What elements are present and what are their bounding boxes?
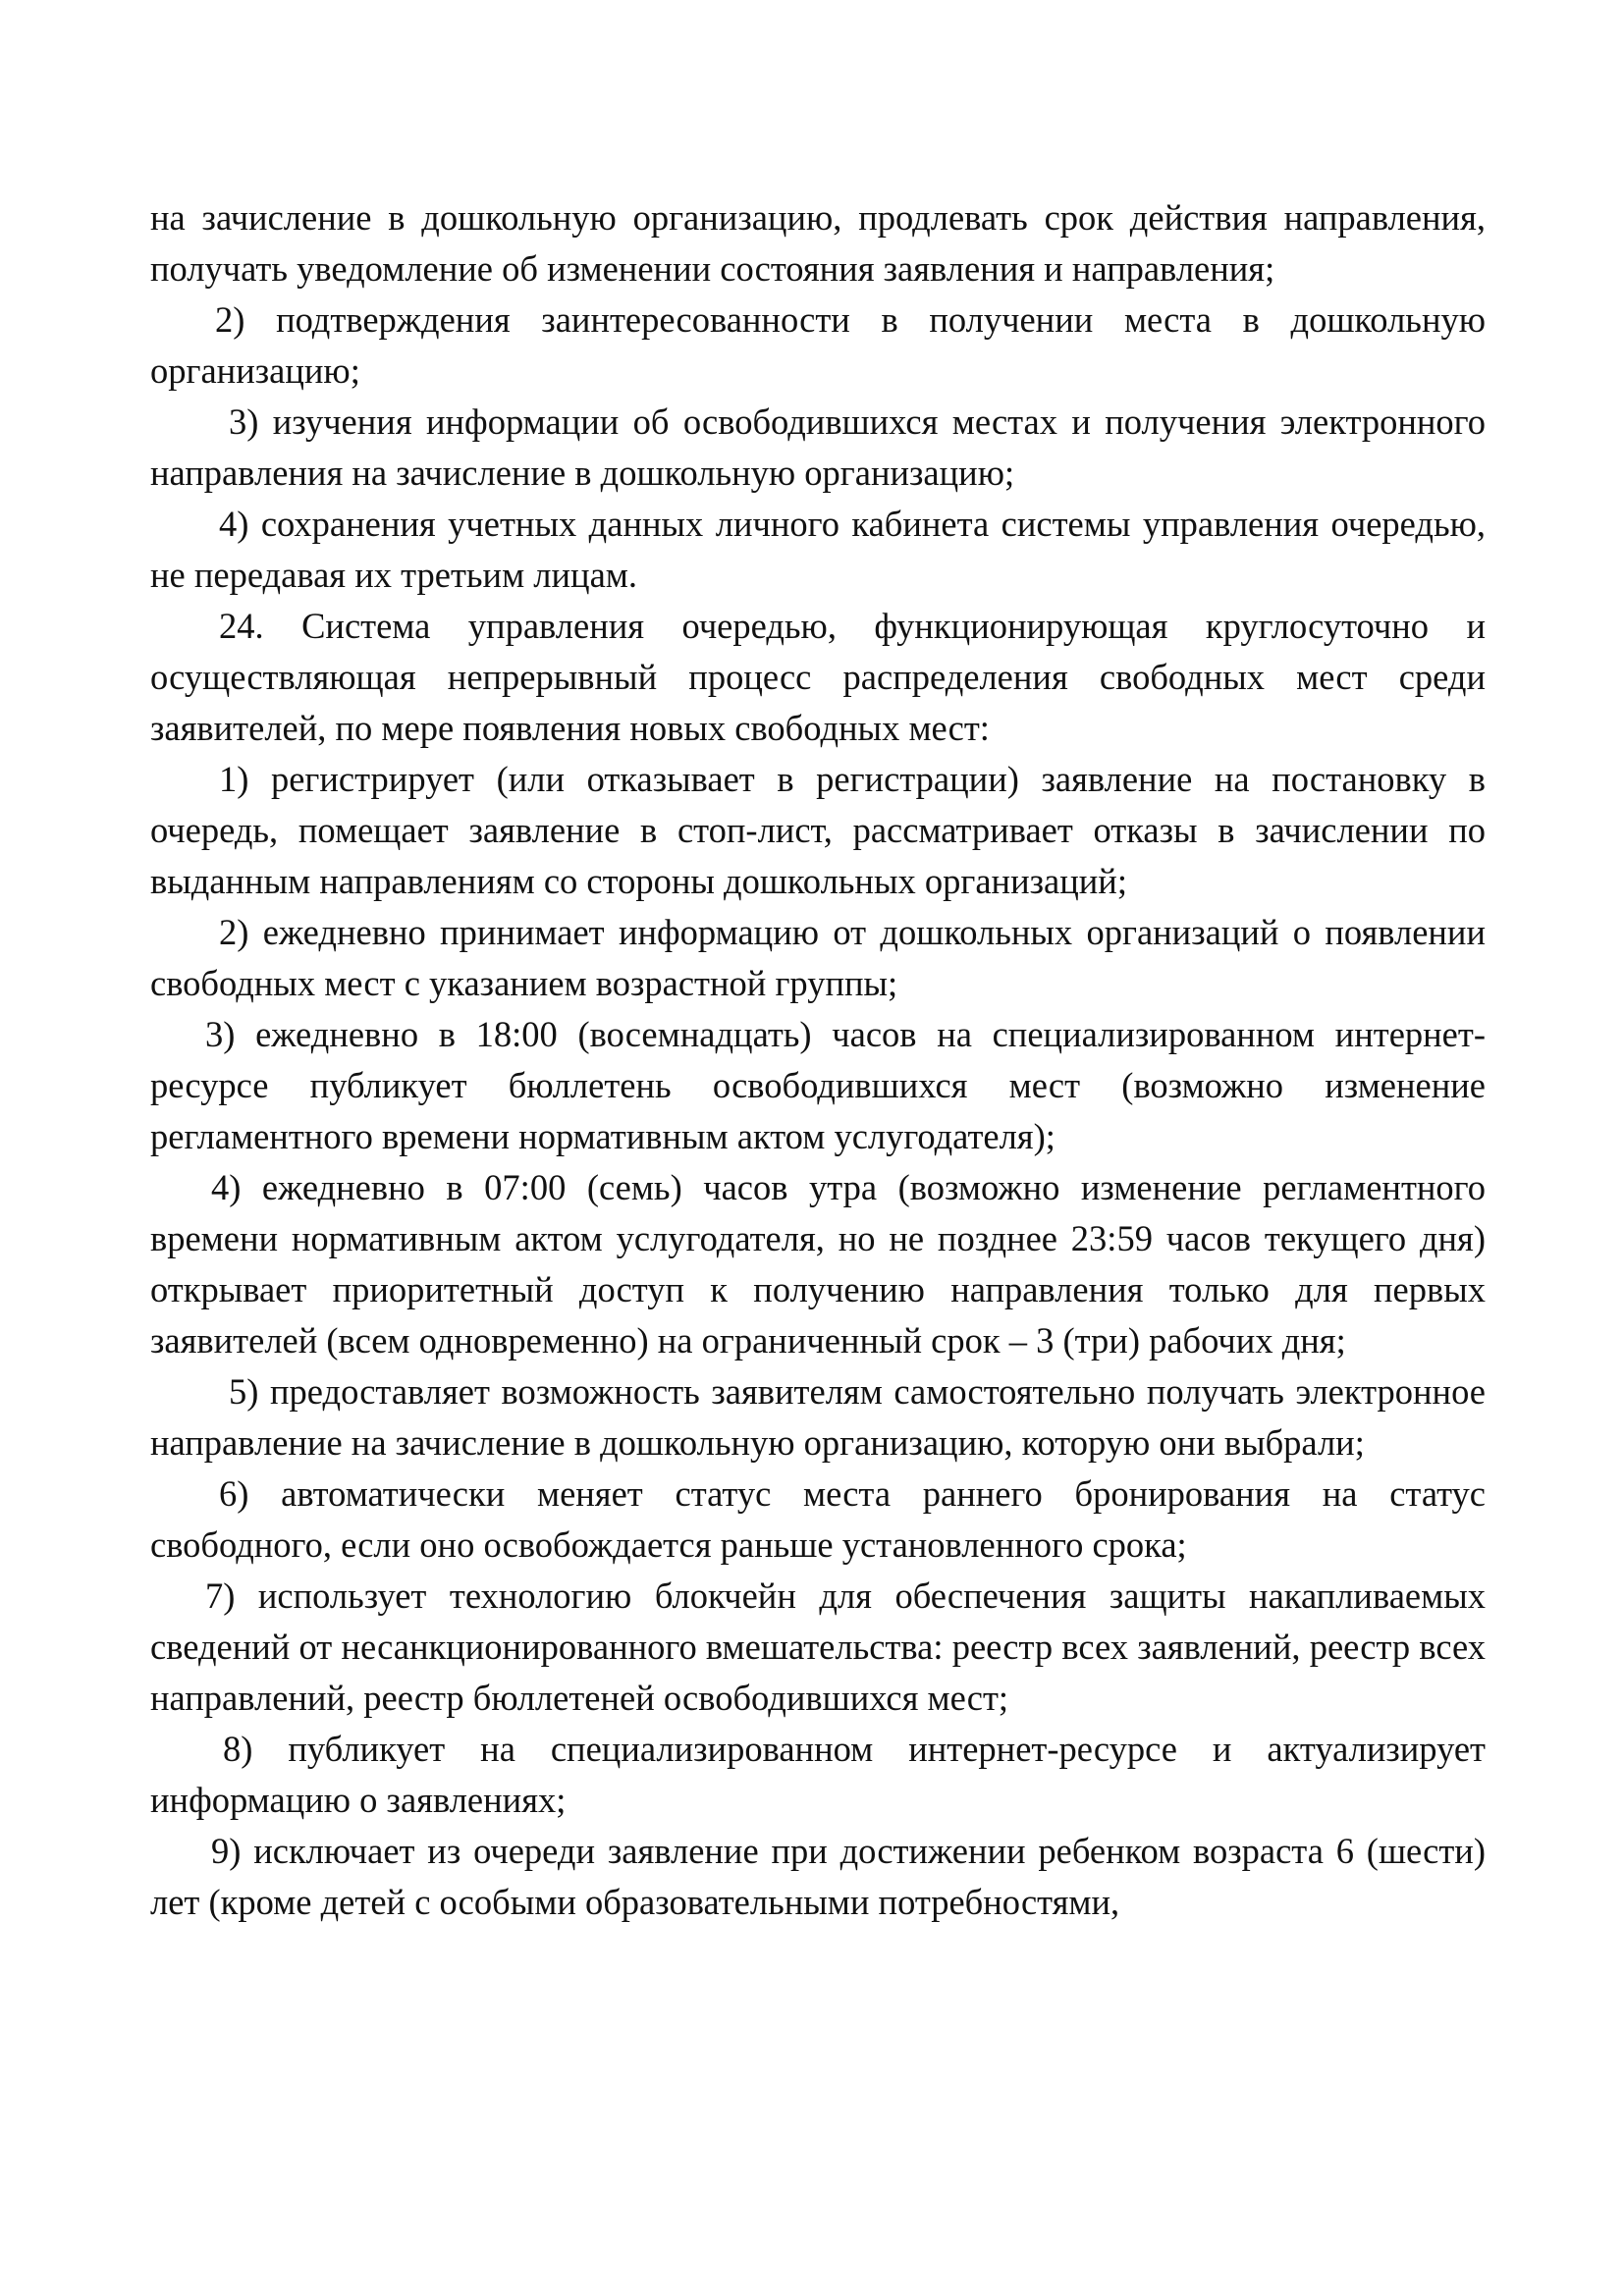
paragraph-item-4: 4) сохранения учетных данных личного кабинета системы управления очередью, не передавая их третьим лицам. (150, 504, 1486, 595)
paragraph-subitem-7: 7) использует технологию блокчейн для обеспечения защиты накапливаемых сведений от несанкционированного вмешательства: реестр всех заявлений, реестр всех направлений, реестр бюллетеней освободившихся мест; (150, 1575, 1486, 1718)
paragraph-item-2: 2) подтверждения заинтересованности в получении места в дошкольную организацию; (150, 299, 1486, 391)
paragraph-subitem-8: 8) публикует на специализированном интернет-ресурсе и актуализирует информацию о заявлениях; (150, 1729, 1486, 1820)
paragraph-section-24: 24. Система управления очередью, функционирующая круглосуточно и осуществляющая непрерывный процесс распределения свободных мест среди заявителей, по мере появления новых свободных мест: (150, 606, 1486, 748)
paragraph-subitem-1: 1) регистрирует (или отказывает в регистрации) заявление на постановку в очередь, помещает заявление в стоп-лист, рассматривает отказы в зачислении по выданным направлениям со стороны дошкольных организаций; (150, 759, 1486, 901)
paragraph-subitem-5: 5) предоставляет возможность заявителям самостоятельно получать электронное направление на зачисление в дошкольную организацию, которую они выбрали; (150, 1371, 1486, 1463)
document-body (150, 192, 1486, 1928)
paragraph-subitem-4: 4) ежедневно в 07:00 (семь) часов утра (возможно изменение регламентного времени нормативным актом услугодателя, но не позднее 23:59 часов текущего дня) открывает приоритетный доступ к получению направления только для первых заявителей (всем одновременно) на ограниченный срок – 3 (три) рабочих дня; (150, 1167, 1486, 1361)
paragraph-continuation: на зачисление в дошкольную организацию, продлевать срок действия направления, получать уведомление об изменении состояния заявления и направления; (150, 197, 1486, 289)
paragraph-subitem-6: 6) автоматически меняет статус места раннего бронирования на статус свободного, если оно освобождается раньше установленного срока; (150, 1473, 1486, 1565)
paragraph-item-3: 3) изучения информации об освободившихся местах и получения электронного направления на зачисление в дошкольную организацию; (150, 401, 1486, 493)
paragraph-subitem-2: 2) ежедневно принимает информацию от дошкольных организаций о появлении свободных мест с указанием возрастной группы; (150, 912, 1486, 1003)
paragraph-subitem-3: 3) ежедневно в 18:00 (восемнадцать) часов на специализированном интернет-ресурсе публикует бюллетень освободившихся мест (возможно изменение регламентного времени нормативным актом услугодателя); (150, 1014, 1486, 1156)
paragraph-subitem-9: 9) исключает из очереди заявление при достижении ребенком возраста 6 (шести) лет (кроме детей с особыми образовательными потребностями, (150, 1831, 1486, 1922)
